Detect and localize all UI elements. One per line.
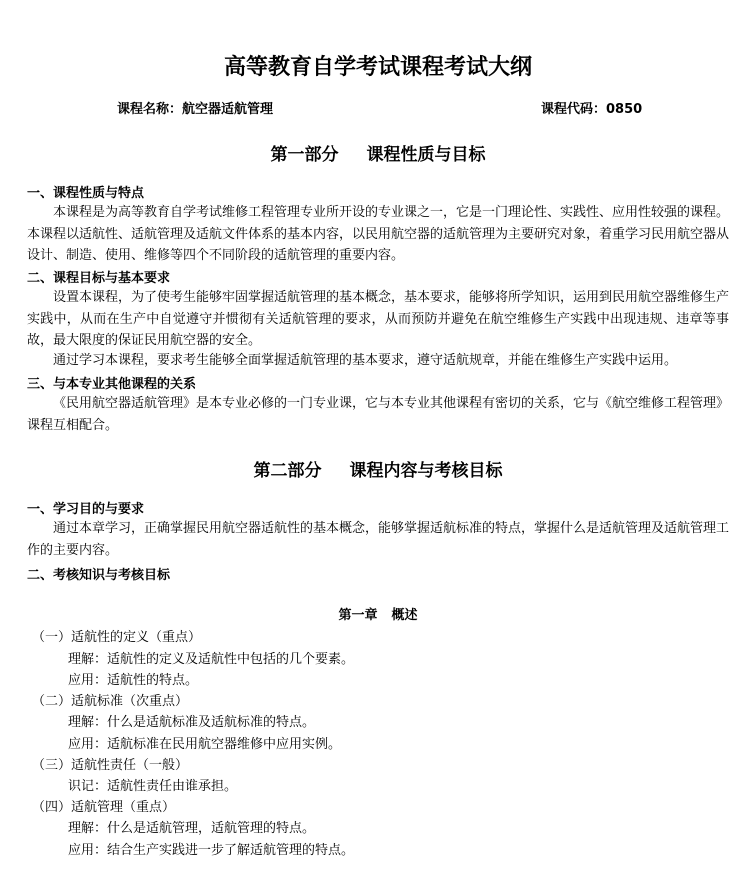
chapter-section-item: 应用：适航标准在民用航空器维修中应用实例。 [68, 737, 342, 752]
part-one-heading [0, 140, 756, 165]
section-heading: 二、课程目标与基本要求 [27, 271, 171, 286]
chapter-section-item: 理解：适航性的定义及适航性中包括的几个要素。 [68, 652, 355, 667]
chapter-section-heading: （二）适航标准（次重点） [32, 694, 189, 709]
chapter-section-item: 应用：适航性的特点。 [68, 673, 199, 688]
paragraph: 《民用航空器适航管理》是本专业必修的一门专业课，它与本专业其他课程有密切的关系，它与《航空维修工程管理》课程互相配合。 [27, 396, 730, 433]
part-two-title: 课程内容与考核目标 [349, 461, 503, 481]
part-two-heading [0, 456, 756, 481]
chapter-section-item: 理解：什么是适航管理，适航管理的特点。 [68, 821, 316, 836]
chapter-heading [0, 604, 756, 623]
chapter-section-heading: （一）适航性的定义（重点） [32, 630, 202, 645]
section-heading: 三、与本专业其他课程的关系 [27, 377, 197, 392]
chapter-section-item: 理解：什么是适航标准及适航标准的特点。 [68, 715, 316, 730]
part-one-title: 课程性质与目标 [366, 145, 486, 165]
document-title: 高等教育自学考试课程考试大纲 [223, 54, 532, 80]
paragraph: 通过本章学习，正确掌握民用航空器适航性的基本概念，能够掌握适航标准的特点，掌握什么是适航管理及适航管理工作的主要内容。 [27, 521, 730, 558]
chapter-section-item: 应用：结合生产实践进一步了解适航管理的特点。 [68, 843, 355, 858]
part-one-label: 第一部分 [270, 145, 339, 165]
course-code: 课程代码：0850 [541, 102, 643, 117]
chapter-section-heading: （三）适航性责任（一般） [32, 758, 189, 773]
chapter-title: 概述 [391, 608, 418, 623]
section-heading: 一、课程性质与特点 [27, 186, 145, 201]
section-heading: 二、考核知识与考核目标 [27, 568, 171, 583]
paragraph: 通过学习本课程，要求考生能够全面掌握适航管理的基本要求，遵守适航规章，并能在维修生产实践中运用。 [53, 353, 678, 368]
paragraph: 本课程是为高等教育自学考试维修工程管理专业所开设的专业课之一，它是一门理论性、实践性、应用性较强的课程。本课程以适航性、适航管理及适航文件体系的基本内容，以民用航空器的适航管理为主要研究对象，着重学习民用航空器从设计、制造、使用、维修等四个不同阶段的适航管理的重要内容。 [27, 205, 730, 263]
part-two-label: 第二部分 [253, 461, 322, 481]
chapter-section-item: 识记：适航性责任由谁承担。 [68, 779, 238, 794]
course-name: 课程名称：航空器适航管理 [117, 102, 274, 117]
chapter-section-heading: （四）适航管理（重点） [32, 800, 176, 815]
section-heading: 一、学习目的与要求 [27, 502, 145, 517]
paragraph: 设置本课程，为了使考生能够牢固掌握适航管理的基本概念，基本要求，能够将所学知识，运用到民用航空器维修生产实践中，从而在生产中自觉遵守并惯彻有关适航管理的要求，从而预防并避免在航空维修生产实践中出现违规、违章等事故，最大限度的保证民用航空器的安全。 [27, 290, 730, 348]
chapter-label: 第一章 [338, 608, 378, 623]
